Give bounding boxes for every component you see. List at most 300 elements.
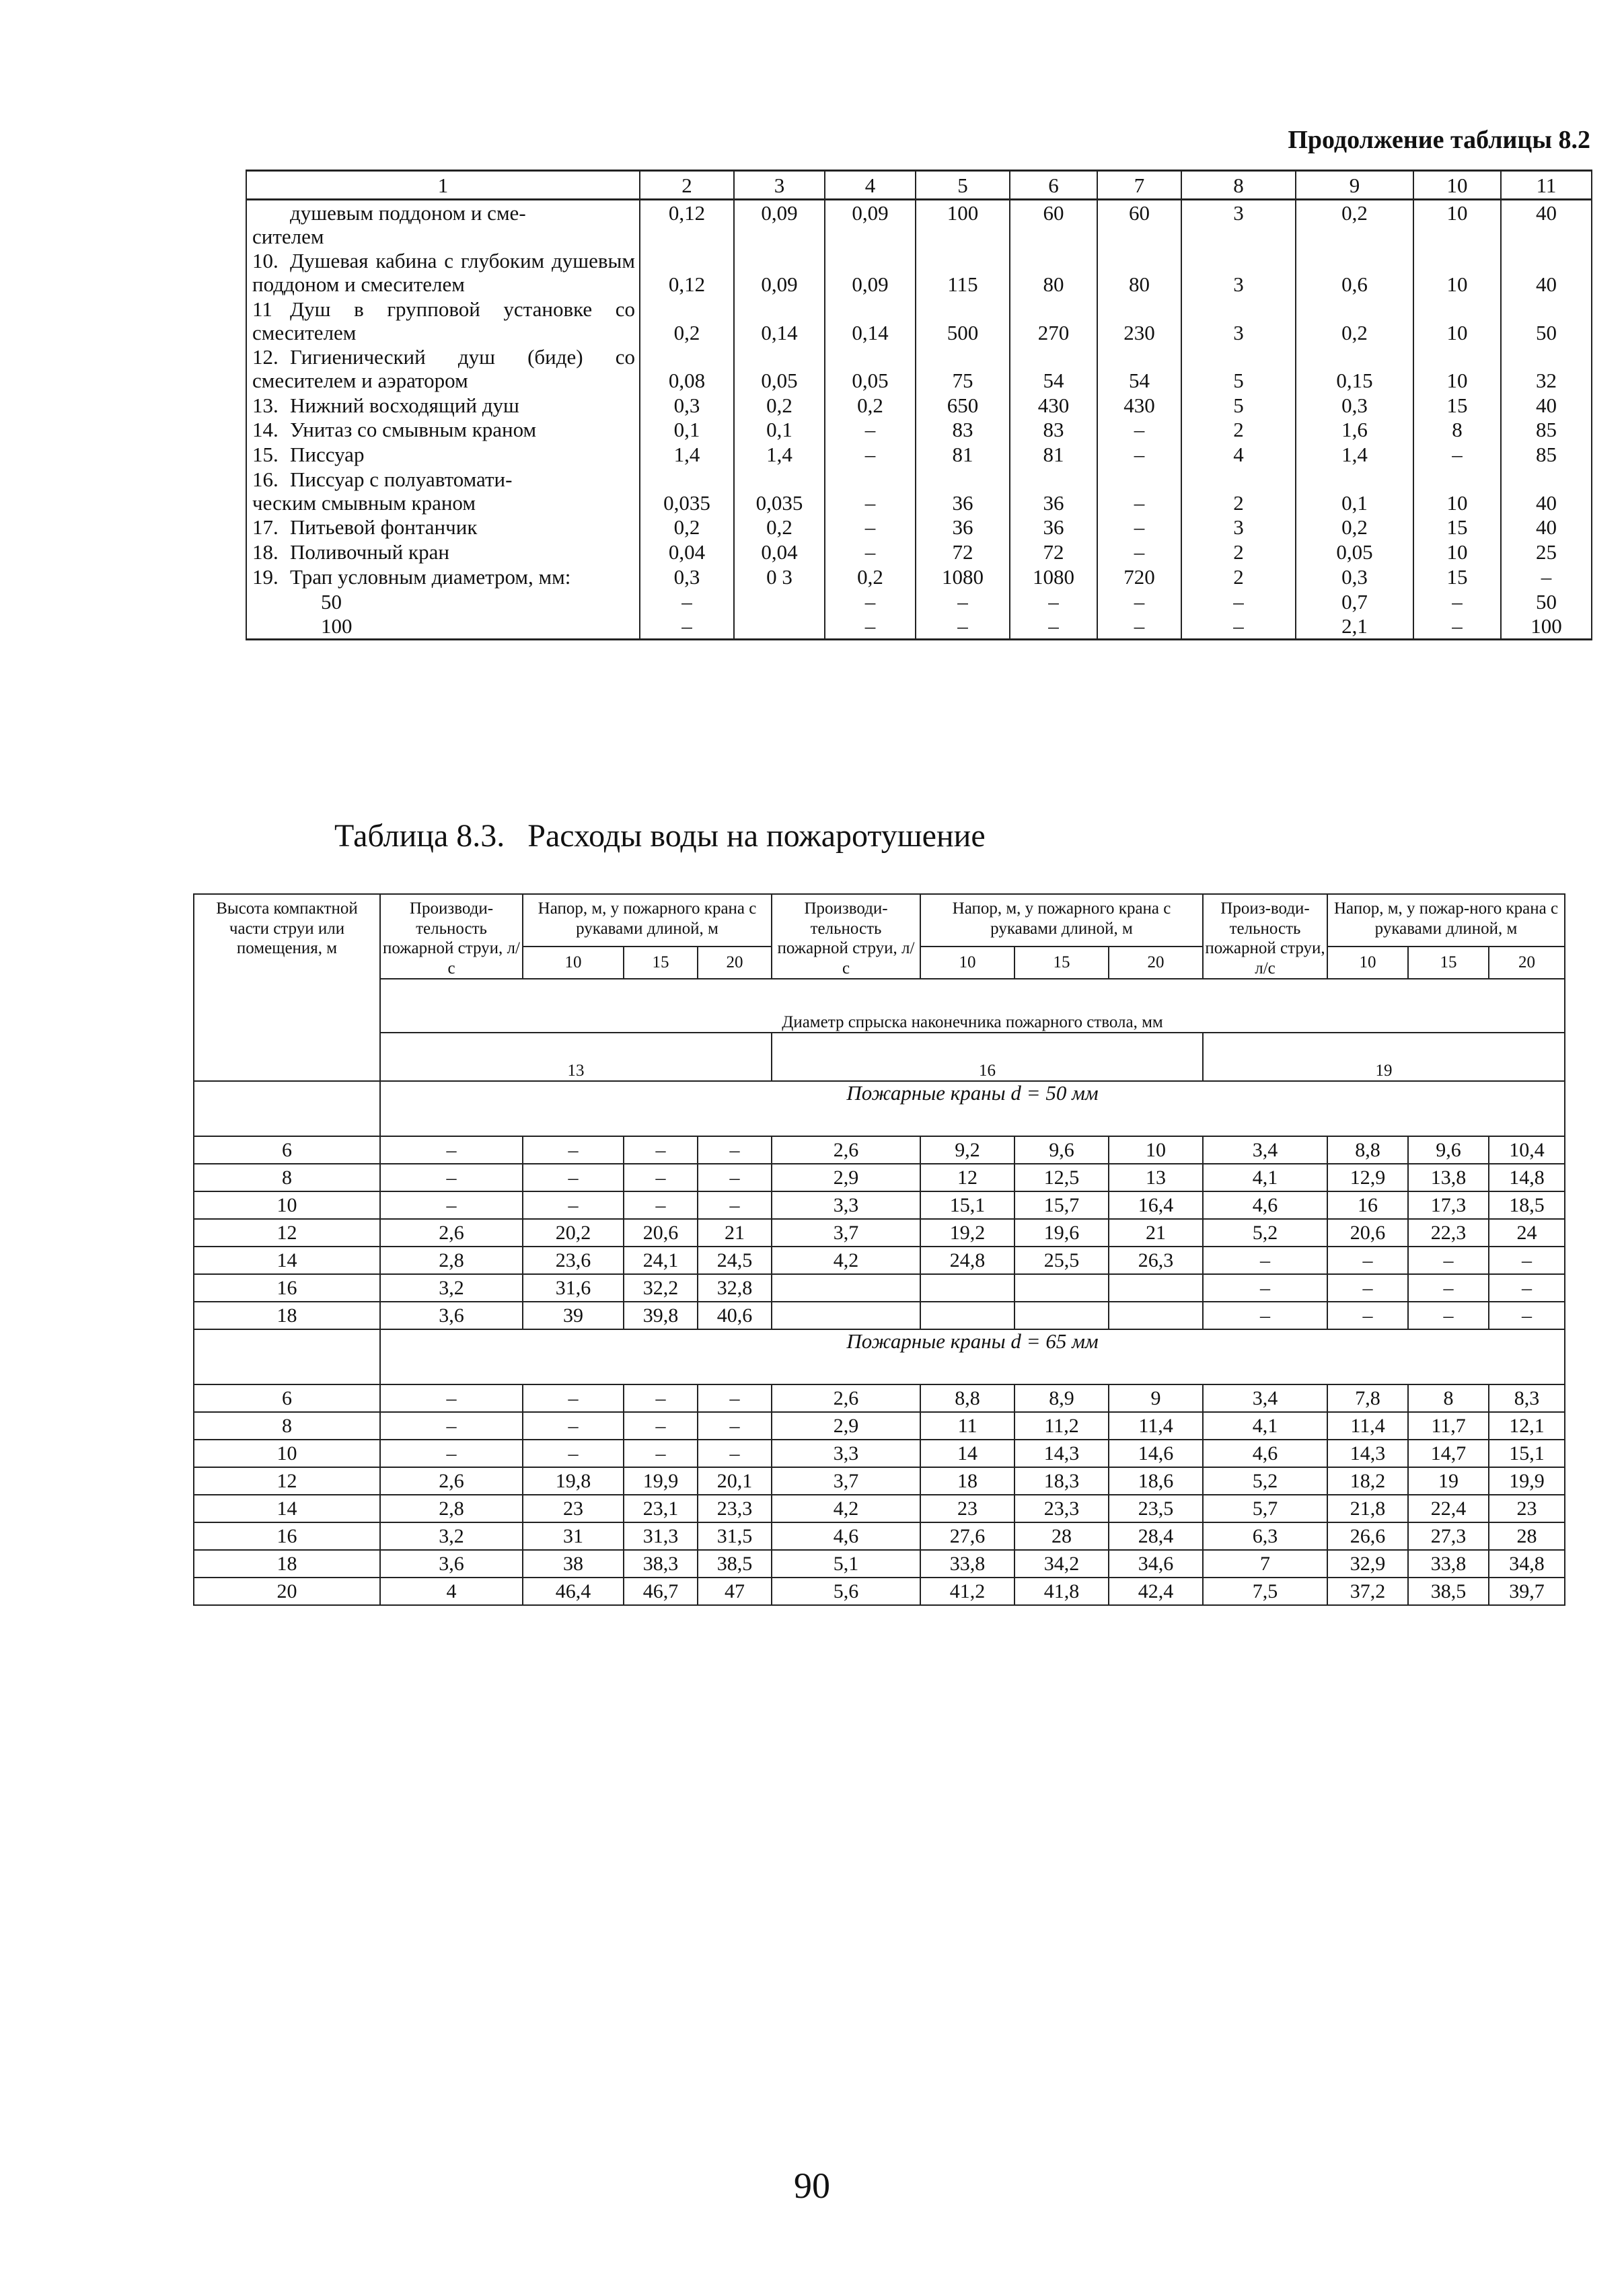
value-cell: – <box>380 1440 523 1467</box>
value-cell: 3 <box>1181 248 1296 296</box>
value-cell: 85 <box>1501 442 1592 467</box>
value-cell: 0,1 <box>640 417 734 442</box>
length-19-15: 15 <box>1408 947 1489 979</box>
value-cell: 24 <box>1489 1219 1565 1247</box>
column-number-7: 7 <box>1097 171 1181 200</box>
fixture-cell <box>246 297 640 344</box>
value-cell: 8,8 <box>1327 1136 1408 1164</box>
value-cell: – <box>698 1412 772 1440</box>
header-productivity-13: Производи-тельность пожарной струи, л/с <box>380 894 523 979</box>
section-50-row <box>194 1081 1565 1136</box>
value-cell: 72 <box>916 540 1010 564</box>
height-cell: 10 <box>194 1191 380 1219</box>
value-cell: 54 <box>1097 344 1181 392</box>
value-cell: 15,1 <box>920 1191 1014 1219</box>
value-cell: 50 <box>1501 589 1592 614</box>
row-number: 18. <box>252 540 279 564</box>
value-cell: 80 <box>1010 248 1097 296</box>
value-cell: 28 <box>1014 1522 1109 1550</box>
value-cell: 10 <box>1413 297 1501 344</box>
value-cell: 27,3 <box>1408 1522 1489 1550</box>
value-cell: – <box>1489 1247 1565 1274</box>
column-number-1: 1 <box>246 171 640 200</box>
value-cell: – <box>1010 589 1097 614</box>
value-cell: 0,2 <box>825 393 916 418</box>
column-number-4: 4 <box>825 171 916 200</box>
value-cell: 75 <box>916 344 1010 392</box>
value-cell <box>734 589 825 614</box>
value-cell: – <box>523 1412 624 1440</box>
diameters-row <box>194 1033 1565 1081</box>
value-cell: 20,6 <box>1327 1219 1408 1247</box>
value-cell: 54 <box>1010 344 1097 392</box>
page-number: 90 <box>794 2165 830 2206</box>
value-cell: 22,4 <box>1408 1495 1489 1522</box>
value-cell: 28 <box>1489 1522 1565 1550</box>
value-cell: 0,12 <box>640 200 734 249</box>
value-cell: 0,6 <box>1296 248 1413 296</box>
table-row <box>194 1302 1565 1329</box>
table-row <box>246 248 1592 296</box>
value-cell: – <box>1181 589 1296 614</box>
value-cell: 20,1 <box>698 1467 772 1495</box>
value-cell: 2,6 <box>380 1467 523 1495</box>
fixture-name: Душ в групповой установке со смесителем <box>252 297 635 344</box>
height-cell: 20 <box>194 1578 380 1605</box>
value-cell: 14,3 <box>1014 1440 1109 1467</box>
value-cell: 7 <box>1203 1550 1327 1578</box>
value-cell: – <box>624 1384 698 1412</box>
fixture-cell <box>246 344 640 392</box>
value-cell: 47 <box>698 1578 772 1605</box>
value-cell: – <box>624 1412 698 1440</box>
value-cell: 24,5 <box>698 1247 772 1274</box>
value-cell: 9,6 <box>1408 1136 1489 1164</box>
header-pressure-13: Напор, м, у пожарного крана с рукавами длиной, м <box>523 894 772 947</box>
table-row <box>194 1550 1565 1578</box>
value-cell: 19,9 <box>624 1467 698 1495</box>
value-cell: 11,7 <box>1408 1412 1489 1440</box>
value-cell: 31,6 <box>523 1274 624 1302</box>
length-13-20: 20 <box>698 947 772 979</box>
value-cell: 2 <box>1181 540 1296 564</box>
table-row <box>246 467 1592 515</box>
value-cell: – <box>1097 515 1181 540</box>
value-cell: 10 <box>1109 1136 1203 1164</box>
value-cell: 32,2 <box>624 1274 698 1302</box>
fixture-name: Нижний восходящий душ <box>290 393 519 417</box>
value-cell: 7,8 <box>1327 1384 1408 1412</box>
value-cell: 31,5 <box>698 1522 772 1550</box>
table-continuation-label: Продолжение таблицы 8.2 <box>1288 126 1590 154</box>
height-cell: 10 <box>194 1440 380 1467</box>
value-cell: 83 <box>916 417 1010 442</box>
value-cell: 40,6 <box>698 1302 772 1329</box>
fixture-name: Писсуар <box>290 443 365 467</box>
value-cell: 0,3 <box>640 564 734 589</box>
value-cell: 23,5 <box>1109 1495 1203 1522</box>
length-13-15: 15 <box>624 947 698 979</box>
table-row <box>246 540 1592 564</box>
value-cell: 0,05 <box>825 344 916 392</box>
value-cell: 8 <box>1413 417 1501 442</box>
value-cell: 3,6 <box>380 1550 523 1578</box>
value-cell: 1,4 <box>640 442 734 467</box>
value-cell: 15 <box>1413 515 1501 540</box>
value-cell: 0,2 <box>640 297 734 344</box>
table-row <box>194 1274 1565 1302</box>
table-row <box>246 614 1592 639</box>
value-cell: 3,4 <box>1203 1384 1327 1412</box>
value-cell: 18,5 <box>1489 1191 1565 1219</box>
length-16-15: 15 <box>1014 947 1109 979</box>
value-cell: 0,1 <box>1296 467 1413 515</box>
value-cell: 0,2 <box>825 564 916 589</box>
value-cell: 18 <box>920 1467 1014 1495</box>
value-cell: 3,2 <box>380 1522 523 1550</box>
value-cell: 0,04 <box>640 540 734 564</box>
value-cell: 15 <box>1413 393 1501 418</box>
value-cell: – <box>1203 1247 1327 1274</box>
value-cell: – <box>380 1136 523 1164</box>
value-cell: 12,5 <box>1014 1164 1109 1191</box>
value-cell: 500 <box>916 297 1010 344</box>
value-cell: 115 <box>916 248 1010 296</box>
value-cell: 0,09 <box>734 200 825 249</box>
value-cell: 0,05 <box>1296 540 1413 564</box>
length-13-10: 10 <box>523 947 624 979</box>
value-cell: 38,5 <box>1408 1578 1489 1605</box>
value-cell: 19 <box>1408 1467 1489 1495</box>
value-cell: 0 3 <box>734 564 825 589</box>
value-cell: 10 <box>1413 540 1501 564</box>
value-cell: – <box>1097 540 1181 564</box>
height-cell: 6 <box>194 1384 380 1412</box>
table-row <box>246 417 1592 442</box>
value-cell: 23 <box>523 1495 624 1522</box>
table-row <box>194 1384 1565 1412</box>
value-cell: – <box>1097 467 1181 515</box>
value-cell: 13 <box>1109 1164 1203 1191</box>
value-cell: 2 <box>1181 564 1296 589</box>
header-height: Высота компактной части струи или помещения, м <box>194 894 380 1081</box>
row-number: 17. <box>252 515 279 540</box>
table-row <box>246 515 1592 540</box>
value-cell: 32,8 <box>698 1274 772 1302</box>
value-cell: – <box>1408 1247 1489 1274</box>
table-row <box>194 1412 1565 1440</box>
value-cell: 0,05 <box>734 344 825 392</box>
value-cell: 4,6 <box>772 1522 920 1550</box>
value-cell: – <box>1413 442 1501 467</box>
value-cell: 39 <box>523 1302 624 1329</box>
value-cell: 720 <box>1097 564 1181 589</box>
fixture-cell <box>246 417 640 442</box>
height-cell: 12 <box>194 1467 380 1495</box>
value-cell: 23,6 <box>523 1247 624 1274</box>
value-cell: 2,6 <box>772 1384 920 1412</box>
value-cell: – <box>1181 614 1296 639</box>
value-cell: 14,3 <box>1327 1440 1408 1467</box>
value-cell: 15,1 <box>1489 1440 1565 1467</box>
table-row <box>194 1578 1565 1605</box>
section-65-blank <box>194 1329 380 1384</box>
height-cell: 16 <box>194 1522 380 1550</box>
fixture-name: 50 <box>246 589 640 614</box>
nozzle-title: Диаметр спрыска наконечника пожарного ствола, мм <box>380 979 1565 1033</box>
value-cell: 5 <box>1181 344 1296 392</box>
value-cell: 4,6 <box>1203 1440 1327 1467</box>
value-cell: 21,8 <box>1327 1495 1408 1522</box>
value-cell: – <box>825 614 916 639</box>
header-pressure-19: Напор, м, у пожар-ного крана с рукавами длиной, м <box>1327 894 1565 947</box>
section-65-row <box>194 1329 1565 1384</box>
value-cell: 12 <box>920 1164 1014 1191</box>
caption-label: Таблица 8.3. <box>334 818 505 854</box>
value-cell <box>1014 1274 1109 1302</box>
value-cell: – <box>698 1136 772 1164</box>
row-number: 12. <box>252 345 279 369</box>
value-cell: 19,8 <box>523 1467 624 1495</box>
value-cell: 4,2 <box>772 1247 920 1274</box>
value-cell: 39,8 <box>624 1302 698 1329</box>
table-row <box>246 393 1592 418</box>
fixture-cell <box>246 248 640 296</box>
value-cell: 3 <box>1181 297 1296 344</box>
value-cell: 5,2 <box>1203 1467 1327 1495</box>
value-cell: – <box>698 1384 772 1412</box>
value-cell <box>920 1302 1014 1329</box>
value-cell: 0,2 <box>1296 515 1413 540</box>
value-cell: 100 <box>1501 614 1592 639</box>
table-row <box>246 564 1592 589</box>
column-number-2: 2 <box>640 171 734 200</box>
value-cell: 5,2 <box>1203 1219 1327 1247</box>
value-cell: – <box>624 1164 698 1191</box>
value-cell: 9,6 <box>1014 1136 1109 1164</box>
value-cell: – <box>1327 1274 1408 1302</box>
value-cell: 270 <box>1010 297 1097 344</box>
table-row <box>194 1247 1565 1274</box>
value-cell: 3 <box>1181 515 1296 540</box>
height-cell: 14 <box>194 1247 380 1274</box>
length-19-10: 10 <box>1327 947 1408 979</box>
value-cell: 10,4 <box>1489 1136 1565 1164</box>
row-number: 16. <box>252 467 279 491</box>
value-cell: 32,9 <box>1327 1550 1408 1578</box>
value-cell: 38,5 <box>698 1550 772 1578</box>
value-cell: 0,2 <box>734 515 825 540</box>
value-cell: 15,7 <box>1014 1191 1109 1219</box>
value-cell: 1,4 <box>1296 442 1413 467</box>
column-number-5: 5 <box>916 171 1010 200</box>
value-cell: 23,1 <box>624 1495 698 1522</box>
fixture-cell <box>246 540 640 564</box>
value-cell: 0,04 <box>734 540 825 564</box>
value-cell: 3,7 <box>772 1219 920 1247</box>
value-cell <box>734 614 825 639</box>
value-cell: – <box>698 1164 772 1191</box>
length-16-10: 10 <box>920 947 1014 979</box>
value-cell: 3 <box>1181 200 1296 249</box>
value-cell <box>920 1274 1014 1302</box>
value-cell: 0,035 <box>734 467 825 515</box>
value-cell: 1,4 <box>734 442 825 467</box>
value-cell: – <box>1489 1302 1565 1329</box>
value-cell: 19,6 <box>1014 1219 1109 1247</box>
value-cell: 20,2 <box>523 1219 624 1247</box>
header-productivity-16: Производи-тельность пожарной струи, л/с <box>772 894 920 979</box>
value-cell: 7,5 <box>1203 1578 1327 1605</box>
value-cell: 38 <box>523 1550 624 1578</box>
value-cell: 11 <box>920 1412 1014 1440</box>
value-cell: 36 <box>916 467 1010 515</box>
value-cell: 50 <box>1501 297 1592 344</box>
header-productivity-19: Произ-води-тельность пожарной струи, л/с <box>1203 894 1327 979</box>
value-cell: – <box>1501 564 1592 589</box>
table-row <box>246 589 1592 614</box>
value-cell: 0,2 <box>1296 200 1413 249</box>
value-cell: 10 <box>1413 467 1501 515</box>
value-cell: 1080 <box>1010 564 1097 589</box>
value-cell: 8,9 <box>1014 1384 1109 1412</box>
value-cell: 60 <box>1010 200 1097 249</box>
value-cell: – <box>380 1384 523 1412</box>
value-cell <box>1109 1302 1203 1329</box>
fixture-cell <box>246 442 640 467</box>
column-number-9: 9 <box>1296 171 1413 200</box>
diameter-19: 19 <box>1203 1033 1565 1081</box>
value-cell <box>772 1274 920 1302</box>
caption-title: Расходы воды на пожаротушение <box>527 818 986 854</box>
value-cell: – <box>825 467 916 515</box>
row-number: 10. <box>252 249 279 273</box>
value-cell: 12,9 <box>1327 1164 1408 1191</box>
value-cell: 8 <box>1408 1384 1489 1412</box>
value-cell: 24,1 <box>624 1247 698 1274</box>
value-cell: – <box>523 1164 624 1191</box>
row-number: 15. <box>252 443 279 467</box>
value-cell: 40 <box>1501 515 1592 540</box>
height-cell: 18 <box>194 1550 380 1578</box>
value-cell: – <box>825 515 916 540</box>
value-cell: 25 <box>1501 540 1592 564</box>
value-cell: 0,2 <box>1296 297 1413 344</box>
value-cell: 17,3 <box>1408 1191 1489 1219</box>
nozzle-title-row <box>194 979 1565 1033</box>
value-cell: 81 <box>916 442 1010 467</box>
fixture-name: душевым поддоном и сме- сителем <box>252 201 526 248</box>
value-cell: 5 <box>1181 393 1296 418</box>
header-pressure-16: Напор, м, у пожарного крана с рукавами длиной, м <box>920 894 1203 947</box>
value-cell: – <box>523 1440 624 1467</box>
value-cell <box>772 1302 920 1329</box>
value-cell: 16 <box>1327 1191 1408 1219</box>
table-8-3-header-row-1 <box>194 894 1565 947</box>
table-row <box>194 1467 1565 1495</box>
value-cell: 11,2 <box>1014 1412 1109 1440</box>
table-8-3-caption <box>334 817 986 854</box>
value-cell: 18,6 <box>1109 1467 1203 1495</box>
value-cell: 14 <box>920 1440 1014 1467</box>
value-cell: – <box>698 1440 772 1467</box>
value-cell: 21 <box>698 1219 772 1247</box>
value-cell: – <box>624 1440 698 1467</box>
value-cell: 34,6 <box>1109 1550 1203 1578</box>
value-cell: 10 <box>1413 200 1501 249</box>
value-cell: 34,2 <box>1014 1550 1109 1578</box>
fixture-name: Душевая кабина с глубоким душевым поддоном и смесителем <box>252 249 635 297</box>
table-row <box>194 1522 1565 1550</box>
table-row <box>246 344 1592 392</box>
value-cell: – <box>1097 614 1181 639</box>
height-cell: 8 <box>194 1412 380 1440</box>
value-cell: 0,12 <box>640 248 734 296</box>
value-cell: 1,6 <box>1296 417 1413 442</box>
fixture-name: Гигиенический душ (биде) со смесителем и аэратором <box>252 345 635 393</box>
value-cell: 39,7 <box>1489 1578 1565 1605</box>
value-cell: – <box>1413 589 1501 614</box>
column-number-11: 11 <box>1501 171 1592 200</box>
value-cell: 23 <box>920 1495 1014 1522</box>
table-row <box>194 1164 1565 1191</box>
value-cell: – <box>1097 589 1181 614</box>
value-cell: 83 <box>1010 417 1097 442</box>
value-cell: – <box>825 442 916 467</box>
row-number: 19. <box>252 564 279 589</box>
value-cell: 650 <box>916 393 1010 418</box>
section-50-title: Пожарные краны d = 50 мм <box>380 1081 1565 1136</box>
height-cell: 12 <box>194 1219 380 1247</box>
value-cell: 18,2 <box>1327 1467 1408 1495</box>
value-cell: 21 <box>1109 1219 1203 1247</box>
value-cell: 11,4 <box>1109 1412 1203 1440</box>
fixture-cell <box>246 515 640 540</box>
value-cell: 4 <box>380 1578 523 1605</box>
value-cell: 23 <box>1489 1495 1565 1522</box>
value-cell: 46,7 <box>624 1578 698 1605</box>
value-cell: 0,2 <box>640 515 734 540</box>
value-cell: 2 <box>1181 417 1296 442</box>
value-cell: – <box>380 1191 523 1219</box>
section-50-blank <box>194 1081 380 1136</box>
value-cell: 31,3 <box>624 1522 698 1550</box>
table-row <box>246 442 1592 467</box>
value-cell: 0,3 <box>640 393 734 418</box>
value-cell: 1080 <box>916 564 1010 589</box>
value-cell: 0,14 <box>825 297 916 344</box>
value-cell: 8,3 <box>1489 1384 1565 1412</box>
value-cell: 9 <box>1109 1384 1203 1412</box>
table-8-3 <box>193 893 1565 1606</box>
value-cell: 40 <box>1501 393 1592 418</box>
value-cell: 2,9 <box>772 1164 920 1191</box>
height-cell: 16 <box>194 1274 380 1302</box>
value-cell: 15 <box>1413 564 1501 589</box>
value-cell: – <box>825 540 916 564</box>
column-number-10: 10 <box>1413 171 1501 200</box>
value-cell: 23,3 <box>698 1495 772 1522</box>
value-cell: 18,3 <box>1014 1467 1109 1495</box>
height-cell: 18 <box>194 1302 380 1329</box>
value-cell: 0,08 <box>640 344 734 392</box>
value-cell: 80 <box>1097 248 1181 296</box>
value-cell: 3,4 <box>1203 1136 1327 1164</box>
value-cell: 0,14 <box>734 297 825 344</box>
fixture-name: Трап условным диаметром, мм: <box>290 564 571 589</box>
value-cell: – <box>1408 1302 1489 1329</box>
fixture-cell <box>246 467 640 515</box>
